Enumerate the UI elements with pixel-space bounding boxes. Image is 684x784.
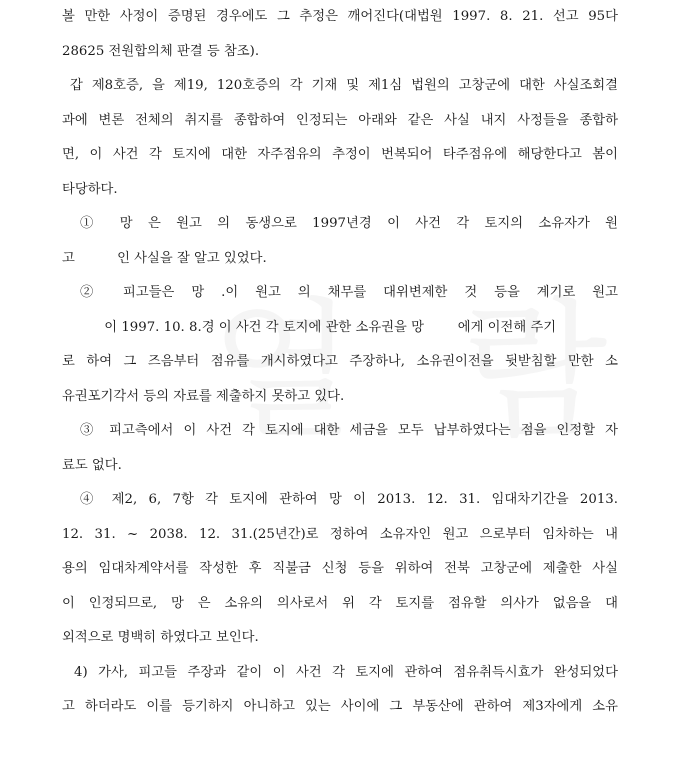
text-line: 12. 31. ~ 2038. 12. 31.(25년간)로 정하여 소유자인 원고 으로부터 임차하는 내: [62, 526, 618, 542]
text-line: 28625 전원합의체 판결 등 참조).: [62, 43, 260, 59]
text-line: 볼 만한 사정이 증명된 경우에도 그 추정은 깨어진다(대법원 1997. 8. 21. 선고 95다: [62, 9, 618, 24]
text-line: 로 하여 그 즈음부터 점유를 개시하였다고 주장하나, 소유권이전을 뒷받침할 만한 소: [62, 354, 618, 369]
text-line: 4) 가사, 피고들 주장과 같이 이 사건 각 토지에 관하여 점유취득시효가 완성되었다: [74, 664, 618, 680]
text-line: ② 피고들은 망 .이 원고 의 채무를 대위변제한 것 등을 계기로 원고: [80, 285, 618, 300]
text-line: 용의 임대차계약서를 작성한 후 직불금 신청 등을 위하여 전북 고창군에 제출한 사실: [62, 561, 618, 576]
text-line: ④ 제2, 6, 7항 각 토지에 관하여 망 이 2013. 12. 31. 임대차기간을 2013.: [80, 492, 618, 507]
text-line: ③ 피고측에서 이 사건 각 토지에 대한 세금을 모두 납부하였다는 점을 인정할 자: [80, 423, 618, 438]
document-page: [62, 0, 618, 725]
text-line: 갑 제8호증, 을 제19, 120호증의 각 기재 및 제1심 법원의 고창군에 대한 사실조회결: [70, 78, 618, 93]
text-line: 외적으로 명백히 하였다고 보인다.: [62, 630, 259, 645]
text-line: 료도 없다.: [62, 457, 122, 473]
text-line: ① 망 은 원고 의 동생으로 1997년경 이 사건 각 토지의 소유자가 원: [80, 216, 618, 231]
text-line: 과에 변론 전체의 취지를 종합하여 인정되는 아래와 같은 사실 내지 사정들을 종합하: [62, 112, 618, 128]
text-line: 이 1997. 10. 8.경 이 사건 각 토지에 관한 소유권을 망 에게 이전해 주기: [62, 319, 557, 335]
text-line: 고 인 사실을 잘 알고 있었다.: [62, 250, 267, 266]
text-line: 면, 이 사건 각 토지에 대한 자주점유의 추정이 번복되어 타주점유에 해당한다고 봄이: [62, 147, 618, 162]
text-line: 타당하다.: [62, 181, 118, 197]
text-line: 이 인정되므로, 망 은 소유의 의사로서 위 각 토지를 점유할 의사가 없음을 대: [62, 595, 618, 611]
text-line: 고 하더라도 이를 등기하지 아니하고 있는 사이에 그 부동산에 관하여 제3자에게 소유: [62, 699, 618, 714]
text-line: 유권포기각서 등의 자료를 제출하지 못하고 있다.: [62, 388, 345, 404]
